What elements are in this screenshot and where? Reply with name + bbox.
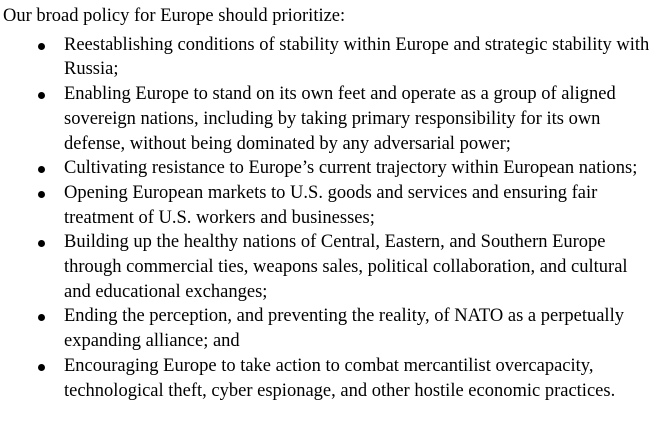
list-item-text: Enabling Europe to stand on its own feet and operate as a group of aligned sovereign nations, including by taking primary responsibility for its own defense, without being dominated by any adversarial power;	[64, 84, 616, 154]
bullet-dot-icon	[38, 364, 45, 371]
list-item	[0, 82, 651, 156]
list-item-text: Ending the perception, and preventing the reality, of NATO as a perpetually expanding alliance; and	[64, 306, 624, 352]
list-item	[0, 354, 651, 403]
list-item-text: Opening European markets to U.S. goods and services and ensuring fair treatment of U.S. workers and businesses;	[64, 182, 598, 228]
list-item	[0, 181, 651, 230]
list-item-text: Building up the healthy nations of Central, Eastern, and Southern Europe through commercial ties, weapons sales, political collaboration, and cultural and educational exchanges;	[64, 232, 628, 302]
bullet-dot-icon	[38, 166, 45, 173]
list-item	[0, 33, 651, 82]
list-item	[0, 304, 651, 353]
list-item	[0, 156, 651, 181]
list-item-text: Cultivating resistance to Europe’s current trajectory within European nations;	[64, 158, 638, 179]
bullet-dot-icon	[38, 191, 45, 198]
intro-paragraph: Our broad policy for Europe should prioritize:	[3, 6, 346, 26]
list-item	[0, 230, 651, 304]
bullet-dot-icon	[38, 314, 45, 321]
bullet-dot-icon	[38, 240, 45, 247]
bullet-list	[0, 33, 651, 404]
list-item-text: Reestablishing conditions of stability within Europe and strategic stability with Russia;	[64, 34, 650, 80]
bullet-dot-icon	[38, 43, 45, 50]
list-item-text: Encouraging Europe to take action to combat mercantilist overcapacity, technological theft, cyber espionage, and other hostile economic practices.	[64, 355, 616, 401]
bullet-dot-icon	[38, 92, 45, 99]
